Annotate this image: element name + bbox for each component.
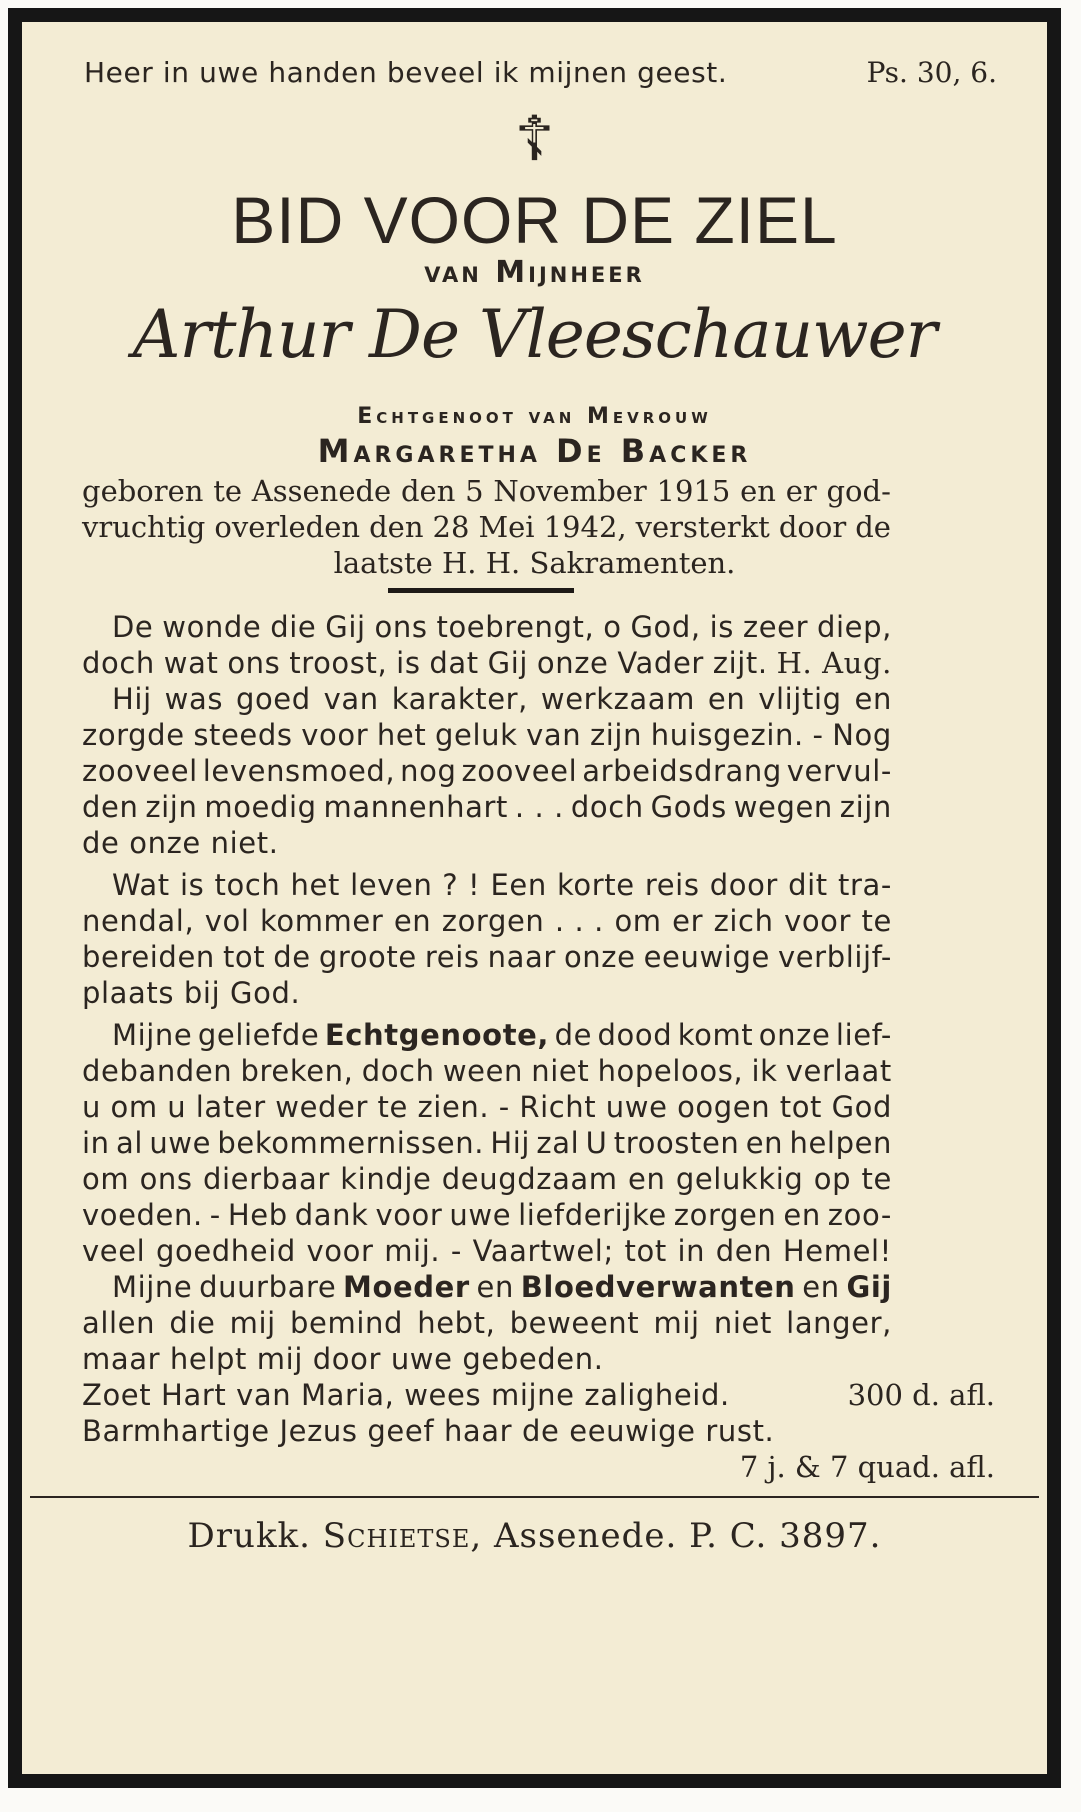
memorial-card [8, 8, 1061, 1788]
paragraph-line: in al uwe bekommernissen. Hij zal U troosten en helpen [82, 1126, 892, 1160]
paragraph-line: maar helpt mij door uwe gebeden. [82, 1342, 604, 1376]
paragraph-line: voeden. - Heb dank voor uwe liefderijke zorgen en zoo- [82, 1198, 892, 1232]
spouse-name: Margaretha De Backer [317, 432, 752, 470]
epigraph-text: Heer in uwe handen beveel ik mijnen geest. [84, 56, 728, 89]
prayer-indulgence: 7 j. & 7 quad. afl. [739, 1450, 995, 1484]
biography-line: laatste H. H. Sakramenten. [333, 546, 736, 580]
epigraph-reference: Ps. 30, 6. [866, 56, 997, 89]
paragraph-line: Wat is toch het leven ? ! Een korte reis door dit tra- [112, 868, 892, 902]
paragraph-line: u om u later weder te zien. - Richt uwe oogen tot God [82, 1090, 892, 1124]
paragraph-line: Mijne geliefde Echtgenoote, de dood komt onze lief- [112, 1018, 892, 1052]
divider [388, 588, 574, 593]
paragraph-line: bereiden tot de groote reis naar onze eeuwige verblijf- [82, 940, 892, 974]
biography-line: vruchtig overleden den 28 Mei 1942, versterkt door de [82, 510, 891, 544]
paragraph-line: zorgde steeds voor het geluk van zijn huisgezin. - Nog [82, 718, 892, 752]
subheading: van Mijnheer [424, 255, 645, 290]
paragraph-line: plaats bij God. [82, 976, 301, 1010]
cross-icon: ☦ [514, 102, 555, 175]
footer-rule [30, 1496, 1039, 1498]
prayer-line: Barmhartige Jezus geef haar de eeuwige rust. [82, 1414, 775, 1448]
paragraph-line: zooveel levensmoed, nog zooveel arbeidsdrang vervul- [82, 754, 892, 788]
paragraph-line: Mijne duurbare Moeder en Bloedverwanten en Gij [112, 1270, 892, 1304]
quote-line: De wonde die Gij ons toebrengt, o God, is zeer diep, [112, 610, 892, 644]
printer-imprint: Drukk. Schietse, Assenede. P. C. 3897. [187, 1516, 882, 1556]
paragraph-line: veel goedheid voor mij. - Vaartwel; tot in den Hemel! [82, 1234, 892, 1268]
biography-line: geboren te Assenede den 5 November 1915 en er god- [82, 474, 891, 508]
paragraph-line: nendal, vol kommer en zorgen . . . om er zich voor te [82, 904, 892, 938]
paragraph-line: Hij was goed van karakter, werkzaam en vlijtig en [112, 682, 892, 716]
deceased-name: Arthur De Vleeschauwer [132, 296, 937, 373]
paragraph-line: debanden breken, doch ween niet hopeloos, ik verlaat [82, 1054, 892, 1088]
paragraph-line: de onze niet. [82, 826, 279, 860]
prayer-line: Zoet Hart van Maria, wees mijne zaligheid. [82, 1378, 730, 1412]
paragraph-line: den zijn moedig mannenhart . . . doch Gods wegen zijn [82, 790, 892, 824]
quote-line: doch wat ons troost, is dat Gij onze Vader zijt. H. Aug. [82, 646, 892, 680]
heading: BID VOOR DE ZIEL [231, 183, 838, 257]
paragraph-line: om ons dierbaar kindje deugdzaam en gelukkig op te [82, 1162, 892, 1196]
spouse-label: Echtgenoot van Mevrouw [357, 404, 712, 429]
paragraph-line: allen die mij bemind hebt, beweent mij niet langer, [82, 1306, 892, 1340]
prayer-indulgence: 300 d. afl. [847, 1378, 995, 1412]
